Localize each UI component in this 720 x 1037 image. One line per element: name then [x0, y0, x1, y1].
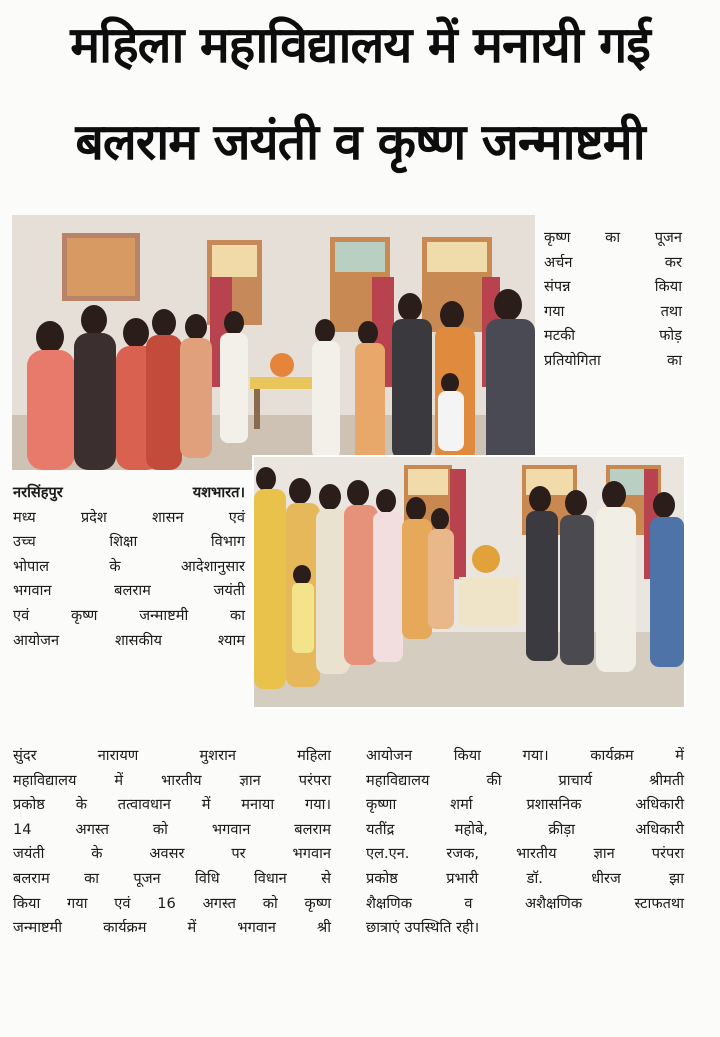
- clipped-next-article: [0, 1028, 720, 1037]
- article-line: अर्चन कर: [544, 253, 682, 271]
- article-line: जयंती के अवसर पर भगवान: [13, 845, 331, 863]
- article-line: प्रकोष्ठ के तत्वावधान में मनाया गया।: [13, 796, 331, 814]
- article-column-left-top: [13, 481, 245, 653]
- article-line: प्रतियोगिता का: [544, 351, 682, 369]
- celebration-photo-2: [252, 455, 686, 709]
- article-column-right-top: [544, 226, 682, 374]
- article-line: एवं कृष्ण जन्माष्टमी का: [13, 606, 245, 624]
- article-line: महाविद्यालय में भारतीय ज्ञान परंपरा: [13, 771, 331, 789]
- article-line: भोपाल के आदेशानुसार: [13, 557, 245, 575]
- article-line: प्रकोष्ठ प्रभारी डॉ. धीरज झा: [366, 869, 684, 887]
- headline-line-1: महिला महाविद्यालय में मनायी गई: [70, 16, 650, 74]
- article-line: छात्राएं उपस्थिति रही।: [366, 919, 480, 937]
- article-line: यतींद्र महोबे, क्रीड़ा अधिकारी: [366, 820, 684, 838]
- article-line: एल.एन. रजक, भारतीय ज्ञान परंपरा: [366, 845, 684, 863]
- article-line: शैक्षणिक व अशैक्षणिक स्टाफतथा: [366, 894, 684, 912]
- article-line: गया तथा: [544, 302, 682, 320]
- celebration-photo-1: [12, 215, 535, 470]
- article-line: 14 अगस्त को भगवान बलराम: [13, 820, 331, 838]
- headline-line-2: बलराम जयंती व कृष्ण जन्माष्टमी: [75, 113, 645, 171]
- article-line: मटकी फोड़: [544, 327, 682, 345]
- article-column-left-bottom: [13, 744, 331, 941]
- article-line: कृष्ण का पूजन: [544, 229, 682, 246]
- dateline: नरसिंहपुर यशभारत।: [13, 484, 245, 501]
- article-line: मध्य प्रदेश शासन एवं: [13, 508, 245, 526]
- article-line: किया गया एवं 16 अगस्त को कृष्ण: [13, 894, 331, 912]
- article-line: महाविद्यालय की प्राचार्य श्रीमती: [366, 771, 684, 789]
- article-line: कृष्णा शर्मा प्रशासनिक अधिकारी: [366, 796, 684, 814]
- article-line: उच्च शिक्षा विभाग: [13, 533, 245, 551]
- article-column-right-bottom: [366, 744, 684, 941]
- article-line: भगवान बलराम जयंती: [13, 582, 245, 600]
- article-line: सुंदर नारायण मुशरान महिला: [13, 747, 331, 764]
- article-line: आयोजन शासकीय श्याम: [13, 631, 245, 649]
- article-line: संपन्न किया: [544, 278, 682, 296]
- article-line: जन्माष्टमी कार्यक्रम में भगवान श्री: [13, 919, 331, 937]
- article-line: बलराम का पूजन विधि विधान से: [13, 869, 331, 887]
- article-line: आयोजन किया गया। कार्यक्रम में: [366, 747, 684, 764]
